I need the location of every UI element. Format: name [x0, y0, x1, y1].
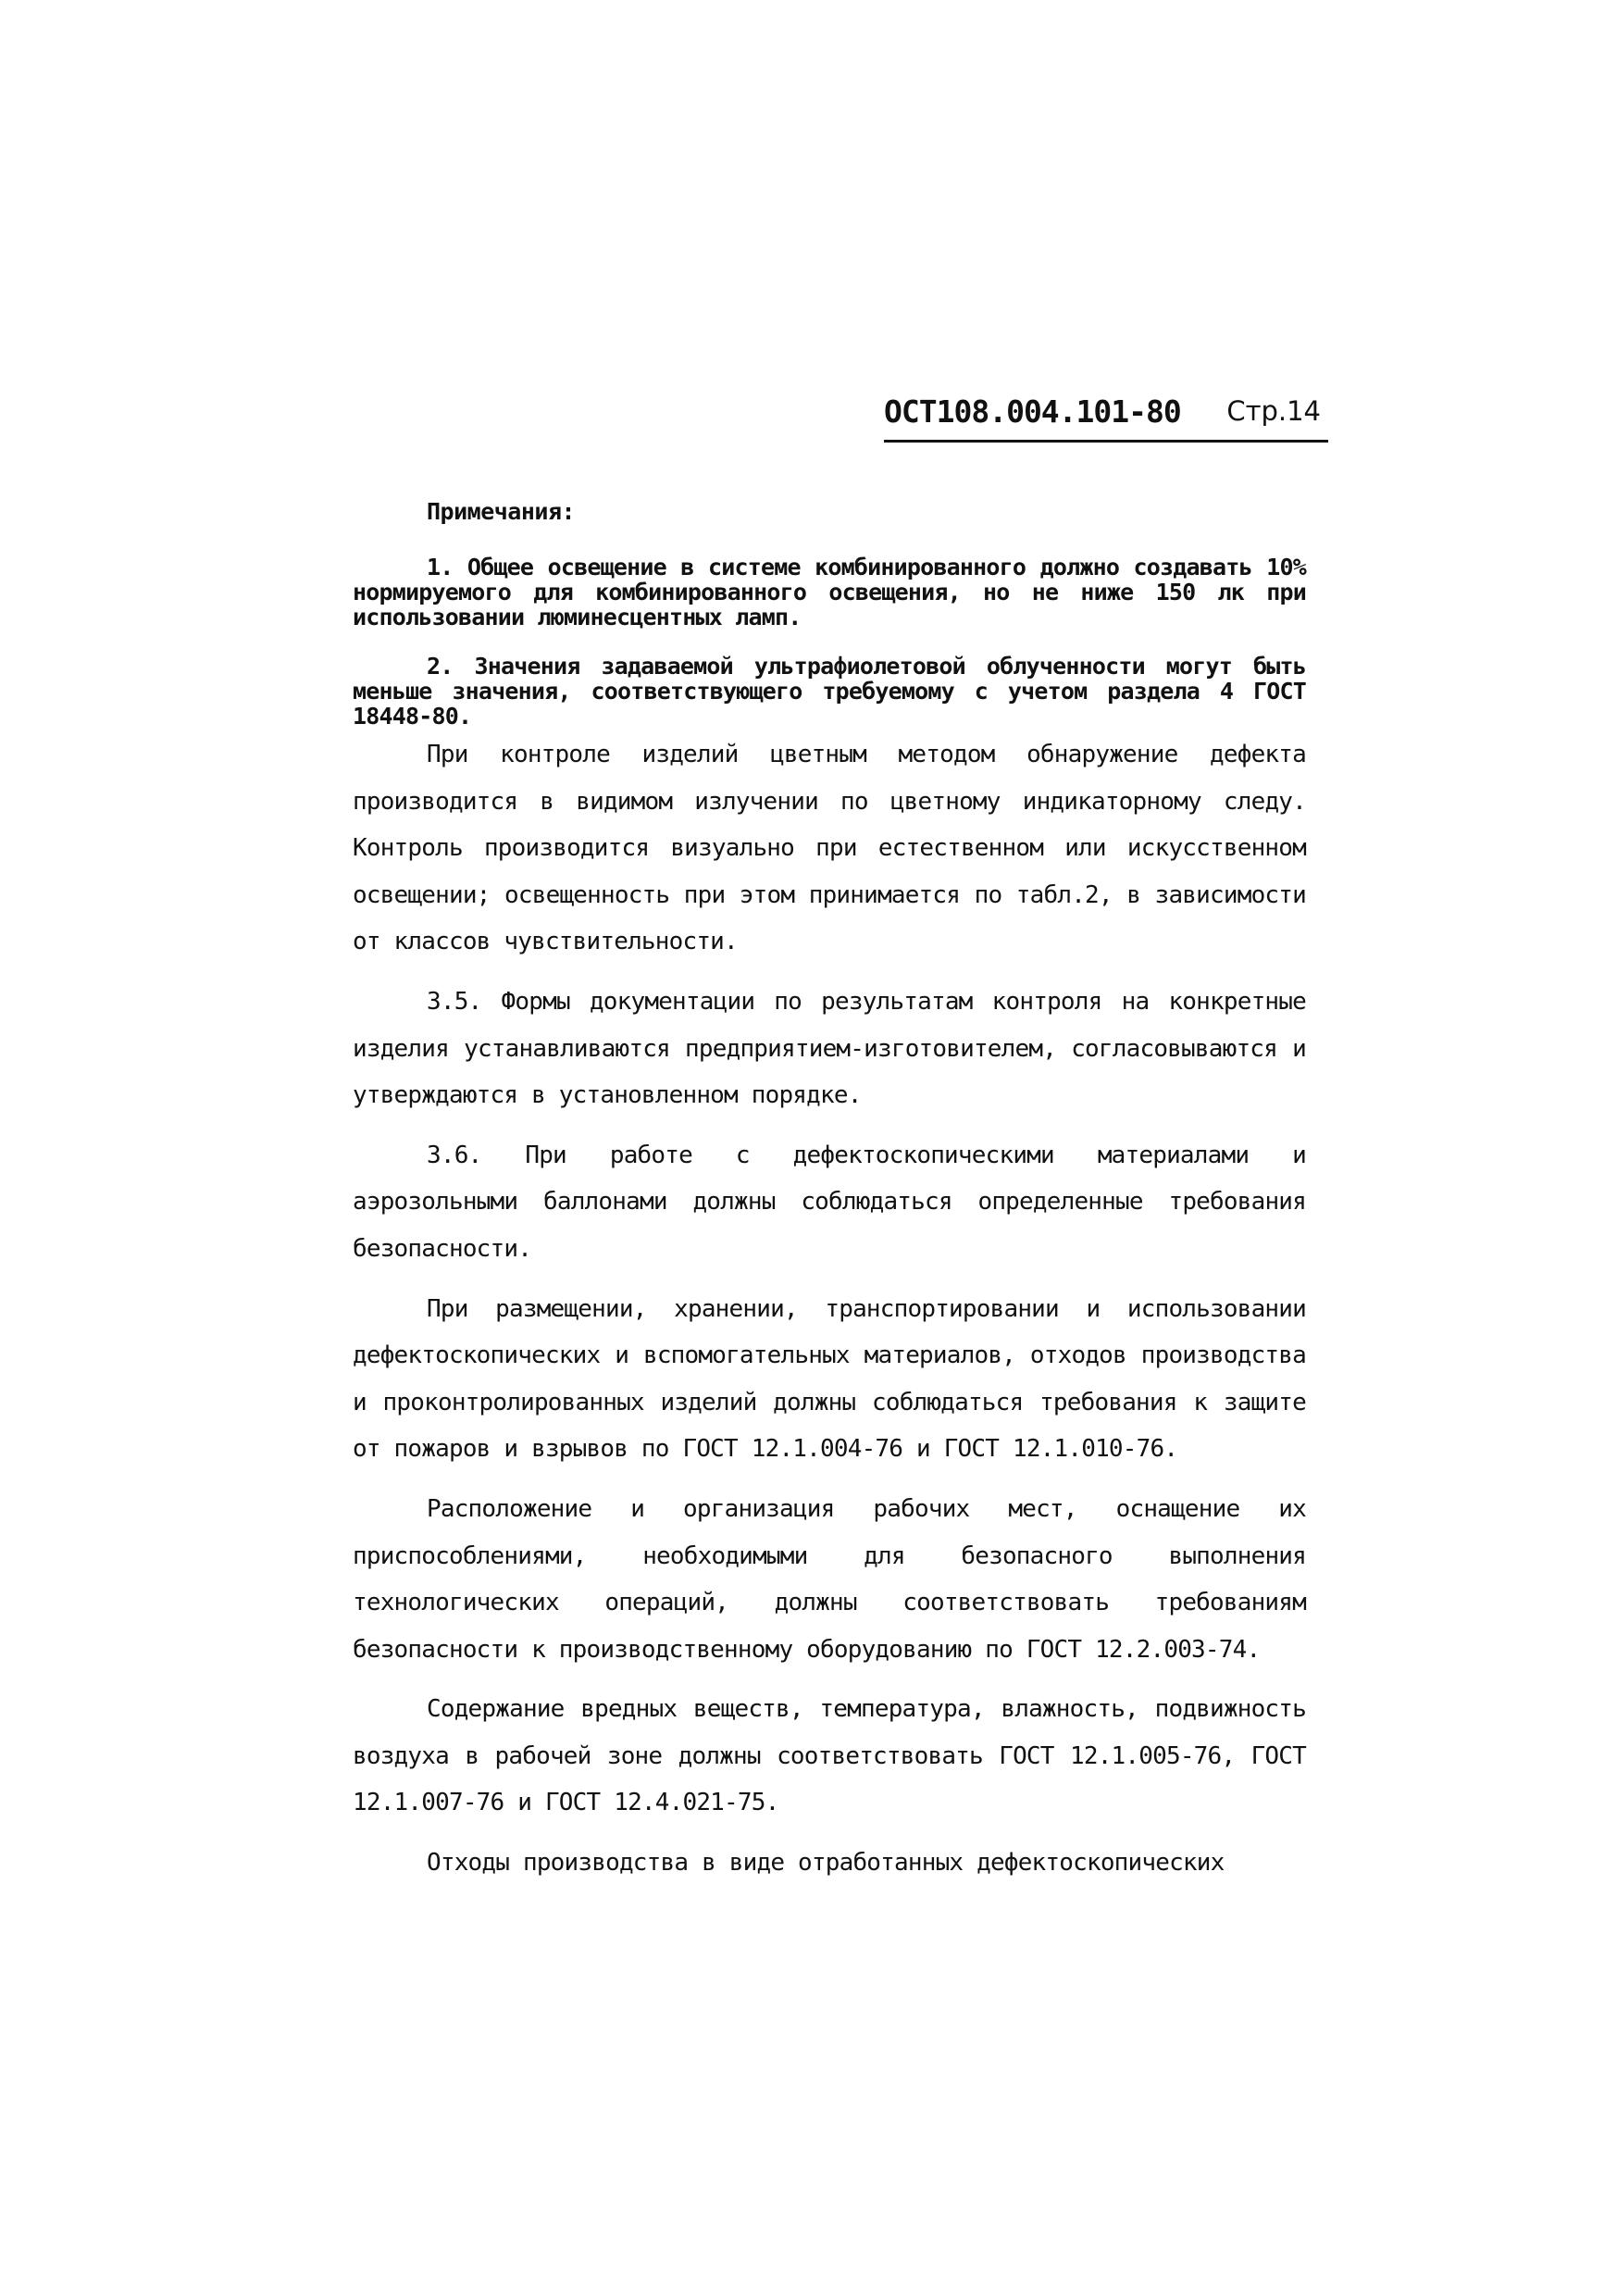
paragraph: 3.5. Формы документации по результатам контроля на конкретные изделия устанавливаются предприятием-изготовителем, согласовываются и утверждаются в установленном порядке. [353, 987, 1306, 1110]
page-header [884, 393, 1328, 443]
paragraph: При контроле изделий цветным методом обнаружение дефекта производится в видимом излучении по цветному индикаторному следу. Контроль производится визуально при естественном или искусственном освещении; освещенность при этом принимается по табл.2, в зависимости от классов чувствительности. [353, 741, 1306, 956]
document-code: ОСТ108.004.101-80 [884, 393, 1181, 430]
paragraph: Отходы производства в виде отработанных дефектоскопических [427, 1849, 1225, 1878]
note-item: 1. Общее освещение в системе комбинированного должно создавать 10% нормируемого для комбинированного освещения, но не ниже 150 лк при использовании люминесцентных ламп. [353, 554, 1306, 630]
paragraph: 3.6. При работе с дефектоскопическими материалами и аэрозольными баллонами должны соблюдаться определенные требования безопасности. [353, 1141, 1306, 1263]
page-number: Стр.14 [1226, 395, 1321, 427]
body-text [353, 731, 1306, 1900]
notes-section [353, 498, 1306, 753]
paragraph: Содержание вредных веществ, температура, влажность, подвижность воздуха в рабочей зоне должны соответствовать ГОСТ 12.1.005-76, ГОСТ 12.1.007-76 и ГОСТ 12.4.021-75. [353, 1695, 1306, 1817]
notes-title: Примечания: [427, 498, 576, 525]
paragraph: При размещении, хранении, транспортировании и использовании дефектоскопических и вспомогательных материалов, отходов производства и проконтролированных изделий должны соблюдаться требования к защите от пожаров и взрывов по ГОСТ 12.1.004-76 и ГОСТ 12.1.010-76. [353, 1294, 1306, 1464]
note-item: 2. Значения задаваемой ультрафиолетовой облученности могут быть меньше значения, соответствующего требуемому с учетом раздела 4 ГОСТ 18448-80. [353, 653, 1306, 730]
paragraph: Расположение и организация рабочих мест, оснащение их приспособлениями, необходимыми для безопасного выполнения технологических операций, должны соответствовать требованиям безопасности к производственному оборудованию по ГОСТ 12.2.003-74. [353, 1494, 1306, 1664]
